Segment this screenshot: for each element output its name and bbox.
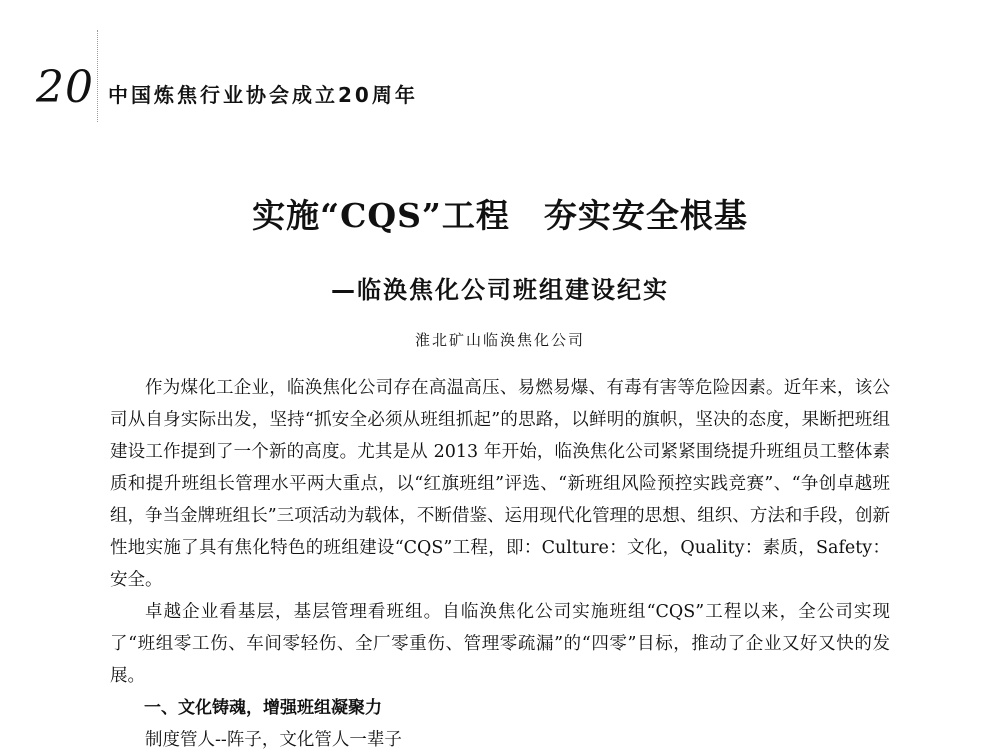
article-body <box>110 372 890 751</box>
article-subtitle: —临涣焦化公司班组建设纪实 <box>331 276 669 304</box>
body-paragraph-2: 卓越企业看基层，基层管理看班组。自临涣焦化公司实施班组“CQS”工程以来，全公司实现了“班组零工伤、车间零轻伤、全厂零重伤、管理零疏漏”的“四零”目标，推动了企业又好又快的发展。 <box>110 602 890 686</box>
article-title: 实施“CQS”工程 夯实安全根基 <box>252 196 748 235</box>
page-number: 20 <box>36 62 94 113</box>
body-paragraph-1: 作为煤化工企业，临涣焦化公司存在高温高压、易燃易爆、有毒有害等危险因素。近年来，该公司从自身实际出发，坚持“抓安全必须从班组抓起”的思路，以鲜明的旗帜，坚决的态度，果断把班组建设工作提到了一个新的高度。尤其是从 2013 年开始，临涣焦化公司紧紧围绕提升班组员工整体素质和提升班组长管理水平两大重点，以“红旗班组”评选、“新班组风险预控实践竞赛”、“争创卓越班组，争当金牌班组长”三项活动为载体，不断借鉴、运用现代化管理的思想、组织、方法和手段，创新性地实施了具有焦化特色的班组建设“CQS”工程，即：Culture：文化，Quality：素质，Safety：安全。 <box>110 378 890 590</box>
body-paragraph-clipped: 制度管人--阵子，文化管人一辈子 <box>145 730 402 750</box>
page-header <box>36 62 418 113</box>
section-heading: 一、文化铸魂，增强班组凝聚力 <box>144 698 382 718</box>
article-author: 淮北矿山临涣焦化公司 <box>414 331 585 349</box>
running-title: 中国炼焦行业协会成立20周年 <box>108 83 418 107</box>
